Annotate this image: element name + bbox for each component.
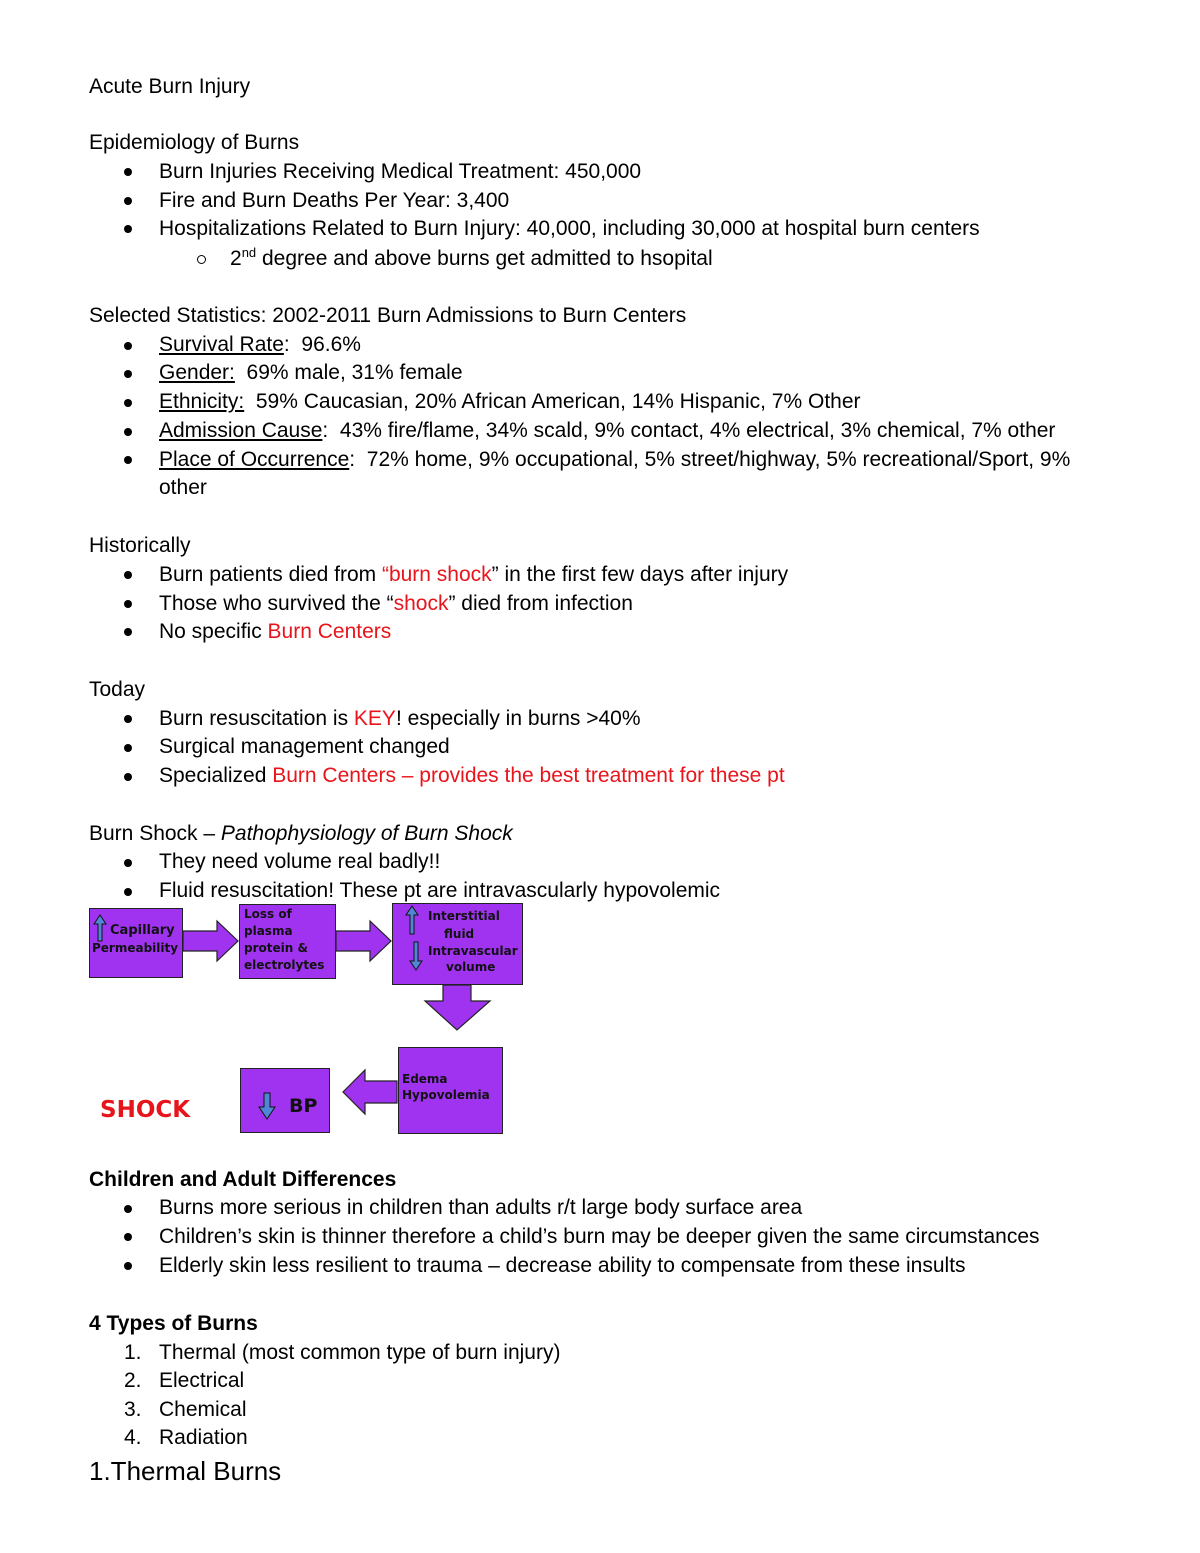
bullet <box>124 399 132 407</box>
stats-item-place-cont: other <box>159 476 207 499</box>
stats-heading: Selected Statistics: 2002-2011 Burn Admissions to Burn Centers <box>89 304 687 327</box>
bullet <box>124 428 132 436</box>
diagram-bp-label: BP <box>289 1095 318 1117</box>
bullet <box>124 628 132 636</box>
types-heading: 4 Types of Burns <box>89 1312 258 1335</box>
historically-heading: Historically <box>89 534 191 557</box>
epidemiology-subitem: 2nd degree and above burns get admitted to hsopital <box>230 245 713 270</box>
diagram-label: Capillary <box>110 923 175 938</box>
diagram-label: electrolytes <box>244 958 325 972</box>
down-arrow-icon <box>258 1092 276 1120</box>
bullet <box>124 456 132 464</box>
bullet <box>124 715 132 723</box>
diagram-label: protein & <box>244 941 308 955</box>
bullet <box>124 1205 132 1213</box>
right-arrow-icon <box>183 920 239 962</box>
document-title: Acute Burn Injury <box>89 75 251 98</box>
burn-shock-item: They need volume real badly!! <box>159 850 441 873</box>
down-arrow-icon <box>409 941 423 971</box>
types-item: Radiation <box>159 1426 248 1449</box>
burn-shock-item: Fluid resuscitation! These pt are intravascularly hypovolemic <box>159 879 721 902</box>
bullet <box>124 859 132 867</box>
bullet <box>124 773 132 781</box>
stats-item-admission: Admission Cause: 43% fire/flame, 34% scald, 9% contact, 4% electrical, 3% chemical, 7% other <box>159 419 1056 442</box>
left-arrow-icon <box>342 1069 398 1115</box>
diagram-label: Permeability <box>92 941 179 955</box>
list-number: 3. <box>124 1398 142 1421</box>
epidemiology-item: Hospitalizations Related to Burn Injury: 40,000, including 30,000 at hospital burn centers <box>159 217 980 240</box>
children-item: Burns more serious in children than adults r/t large body surface area <box>159 1196 803 1219</box>
diagram-label: Hypovolemia <box>402 1088 490 1102</box>
bullet <box>124 600 132 608</box>
bullet <box>124 1233 132 1241</box>
bullet <box>124 342 132 350</box>
types-item: Chemical <box>159 1398 247 1421</box>
diagram-shock-label: SHOCK <box>100 1097 191 1123</box>
thermal-burns-heading: 1.Thermal Burns <box>89 1456 282 1486</box>
diagram-label: volume <box>446 960 496 974</box>
bullet <box>124 571 132 579</box>
list-number: 1. <box>124 1341 142 1364</box>
diagram-label: Edema <box>402 1072 448 1086</box>
today-item: Surgical management changed <box>159 735 450 758</box>
bullet <box>124 1262 132 1270</box>
today-heading: Today <box>89 678 146 701</box>
sub-bullet <box>197 255 206 264</box>
bullet <box>124 744 132 752</box>
today-item: Burn resuscitation is KEY! especially in burns >40% <box>159 707 641 730</box>
list-number: 2. <box>124 1369 142 1392</box>
bullet <box>124 168 132 176</box>
bullet <box>124 225 132 233</box>
diagram-label: Interstitial <box>428 909 500 923</box>
bullet <box>124 888 132 896</box>
bullet <box>124 370 132 378</box>
stats-item-ethnicity: Ethnicity: 59% Caucasian, 20% African American, 14% Hispanic, 7% Other <box>159 390 861 413</box>
stats-item-place: Place of Occurrence: 72% home, 9% occupational, 5% street/highway, 5% recreational/Sport, 9% <box>159 448 1071 471</box>
diagram-label: Intravascular <box>428 944 518 958</box>
historically-item: Burn patients died from “burn shock” in the first few days after injury <box>159 563 789 586</box>
list-number: 4. <box>124 1426 142 1449</box>
epidemiology-item: Fire and Burn Deaths Per Year: 3,400 <box>159 189 510 212</box>
historically-item: No specific Burn Centers <box>159 620 392 643</box>
diagram-label: plasma <box>244 924 293 938</box>
down-arrow-icon <box>424 985 492 1031</box>
types-item: Electrical <box>159 1369 245 1392</box>
diagram-label: fluid <box>444 927 475 941</box>
stats-item-gender: Gender: 69% male, 31% female <box>159 361 463 384</box>
right-arrow-icon <box>336 920 392 962</box>
up-arrow-icon <box>93 914 107 942</box>
children-item: Children’s skin is thinner therefore a child’s burn may be deeper given the same circumstances <box>159 1225 1040 1248</box>
children-heading: Children and Adult Differences <box>89 1168 397 1191</box>
diagram-label: Loss of <box>244 907 292 921</box>
historically-item: Those who survived the “shock” died from infection <box>159 592 633 615</box>
epidemiology-item: Burn Injuries Receiving Medical Treatment: 450,000 <box>159 160 642 183</box>
types-item: Thermal (most common type of burn injury) <box>159 1341 561 1364</box>
today-item: Specialized Burn Centers – provides the best treatment for these pt <box>159 764 785 787</box>
burn-shock-heading: Burn Shock – Pathophysiology of Burn Shock <box>89 822 513 845</box>
stats-item-survival: Survival Rate: 96.6% <box>159 333 361 356</box>
epidemiology-heading: Epidemiology of Burns <box>89 131 300 154</box>
bullet <box>124 197 132 205</box>
up-arrow-icon <box>405 905 419 935</box>
children-item: Elderly skin less resilient to trauma – decrease ability to compensate from these insults <box>159 1254 966 1277</box>
